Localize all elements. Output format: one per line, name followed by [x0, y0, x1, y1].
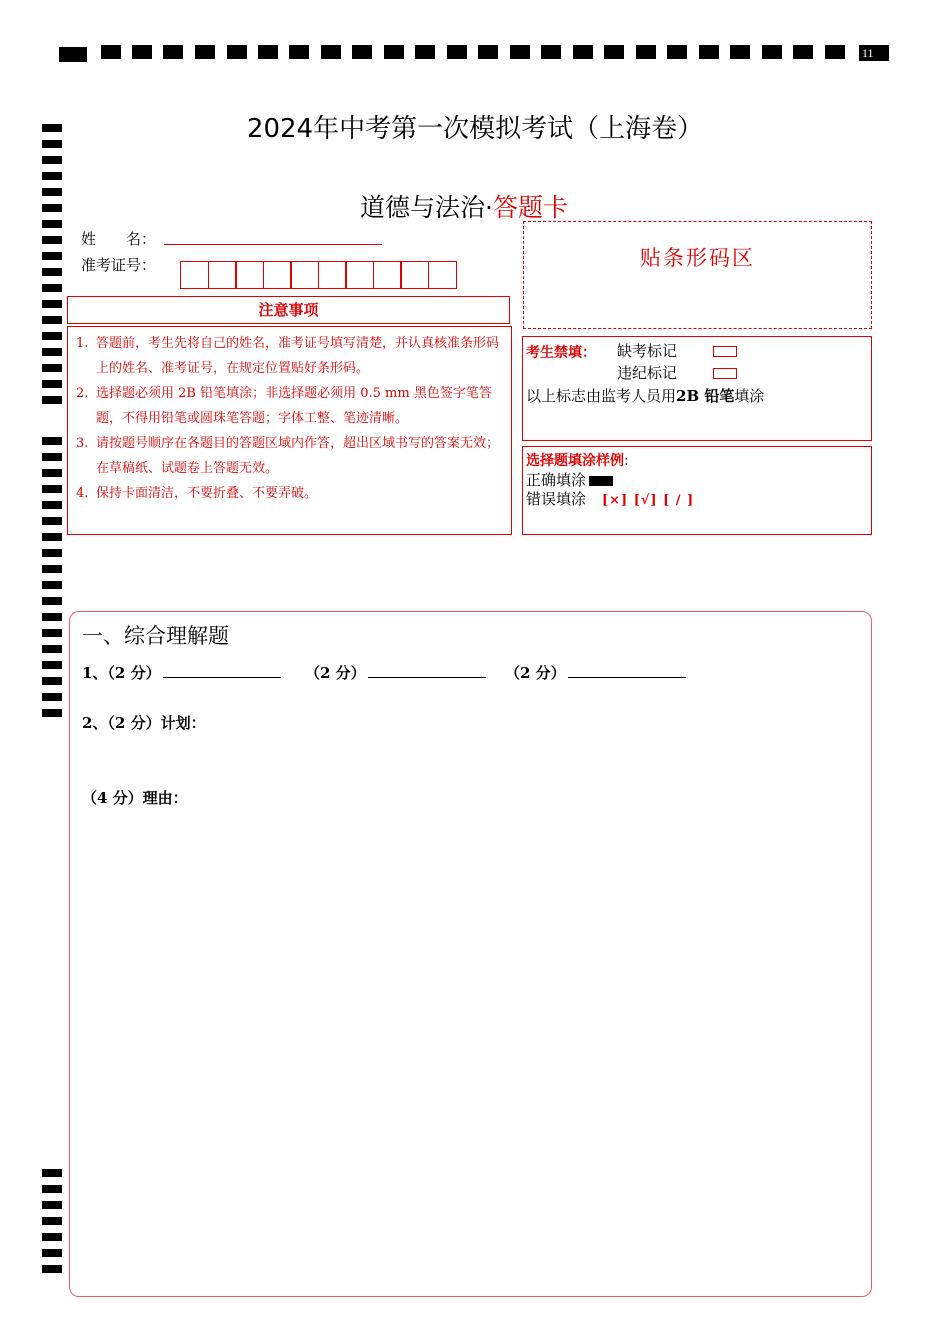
notice-item [76, 431, 505, 481]
id-digit-box[interactable] [180, 261, 209, 289]
proctor-note-prefix: 以上标志由监考人员用 [526, 387, 677, 405]
wrong-fill-marks: [×] [√] [ / ] [602, 493, 695, 508]
timing-marks-top [59, 45, 891, 62]
barcode-label: 贴条形码区 [640, 246, 755, 270]
card-subtitle [360, 188, 568, 224]
fill-sample-box [522, 446, 872, 535]
subtitle-subject: 道德与法治· [360, 193, 493, 222]
proctor-note-suffix: 填涂 [734, 387, 765, 405]
answer-blank-2[interactable] [368, 676, 486, 678]
id-digit-box[interactable] [208, 261, 237, 289]
notice-item [76, 381, 505, 431]
id-label: 准考证号： [81, 256, 157, 274]
question-1-part-3-label: （2 分） [505, 664, 566, 682]
correct-fill-row [526, 469, 613, 490]
wrong-fill-label: 错误填涂 [526, 490, 587, 508]
id-digit-box[interactable] [428, 261, 457, 289]
name-label: 姓 名： [81, 230, 157, 248]
notice-item-number: 4. [76, 486, 89, 501]
question-1 [82, 662, 281, 683]
notice-item-number: 2. [76, 386, 89, 401]
notice-item-number: 1. [76, 336, 89, 351]
question-1-part-2 [305, 662, 486, 683]
answer-blank-1[interactable] [163, 676, 281, 678]
question-2-reason: （4 分）理由： [82, 789, 188, 807]
section-title: 一、综合理解题 [82, 624, 229, 648]
answer-blank-3[interactable] [568, 676, 686, 678]
filled-mark-sample [589, 476, 613, 486]
sample-label-colon: : [624, 453, 629, 469]
violation-label: 违纪标记 [617, 364, 678, 382]
notice-item [76, 481, 505, 506]
wrong-fill-row [526, 488, 694, 509]
question-1-label: 1、（2 分） [82, 664, 161, 682]
notice-item [76, 331, 505, 381]
violation-mark-box[interactable] [713, 368, 737, 379]
sample-label [526, 450, 629, 470]
id-digit-box[interactable] [373, 261, 402, 289]
id-number-boxes[interactable] [180, 261, 455, 289]
proctor-note [526, 385, 764, 406]
proctor-note-bold: 2B 铅笔 [676, 387, 735, 405]
barcode-area [523, 221, 872, 329]
id-digit-box[interactable] [345, 261, 374, 289]
question-2-plan: 2、（2 分）计划： [82, 714, 206, 732]
subtitle-card: 答题卡 [492, 193, 568, 222]
page-number: 11 [859, 45, 889, 61]
id-digit-box[interactable] [318, 261, 347, 289]
notice-item-number: 3. [76, 436, 89, 451]
id-digit-box[interactable] [400, 261, 429, 289]
notice-item-text: 答题前，考生先将自己的姓名，准考证号填写清楚，并认真核准条形码上的姓名、准考证号，在规定位置贴好条形码。 [96, 336, 500, 376]
notice-item-text: 请按题号顺序在各题目的答题区域内作答，超出区域书写的答案无效；在草稿纸、试题卷上答题无效。 [96, 436, 500, 476]
absent-label: 缺考标记 [617, 342, 678, 360]
id-digit-box[interactable] [290, 261, 319, 289]
proctor-box [522, 336, 872, 441]
name-field[interactable] [164, 244, 382, 245]
notice-item-text: 保持卡面清洁，不要折叠、不要弄破。 [96, 486, 318, 501]
exam-title: 2024年中考第一次模拟考试（上海卷） [246, 114, 704, 144]
id-digit-box[interactable] [235, 261, 264, 289]
sample-label-text: 选择题填涂样例 [526, 453, 624, 469]
notice-heading: 注意事项 [67, 296, 510, 324]
correct-fill-label: 正确填涂 [526, 471, 587, 489]
question-1-part-3 [505, 662, 686, 683]
question-1-part-2-label: （2 分） [305, 664, 366, 682]
notice-list [67, 326, 512, 535]
proctor-label: 考生禁填： [526, 345, 596, 361]
id-digit-box[interactable] [263, 261, 292, 289]
notice-item-text: 选择题必须用 2B 铅笔填涂；非选择题必须用 0.5 mm 黑色签字笔答题，不得用铅笔或圆珠笔答题；字体工整、笔迹清晰。 [96, 386, 492, 426]
absent-mark-box[interactable] [713, 346, 737, 357]
